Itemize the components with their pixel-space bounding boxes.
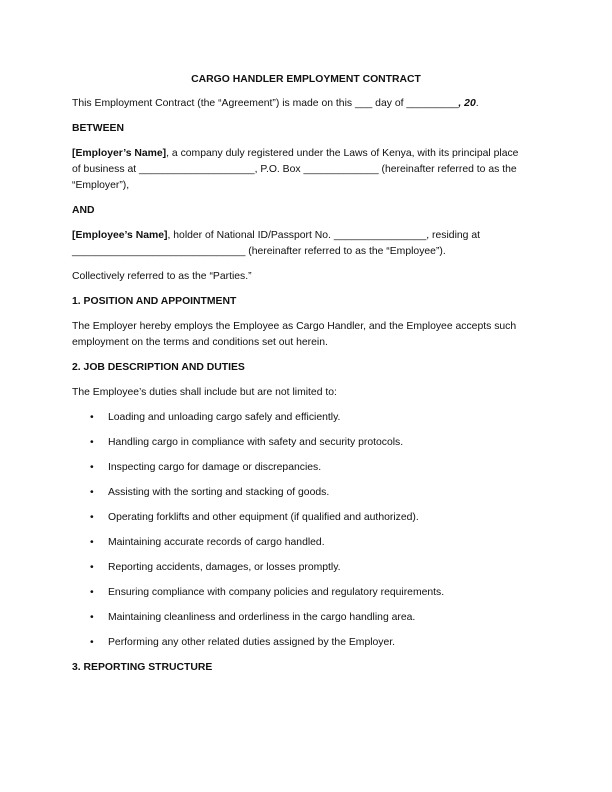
list-item (72, 460, 540, 476)
employer-name: [Employer’s Name] (72, 148, 167, 159)
employer-line1: , a company duly registered under the Laws of Kenya, with its principal place (166, 148, 519, 159)
intro-paragraph (72, 96, 540, 112)
list-item-text: Operating forklifts and other equipment (if qualified and authorized). (108, 512, 419, 523)
list-item-text: Maintaining accurate records of cargo handled. (108, 537, 325, 548)
list-item-text: Maintaining cleanliness and orderliness in the cargo handling area. (108, 612, 416, 623)
document-title: CARGO HANDLER EMPLOYMENT CONTRACT (191, 74, 421, 85)
employee-line2: ______________________________ (hereinafter referred to as the “Employee”). (72, 246, 446, 257)
list-item (72, 560, 540, 576)
bullet-icon: • (90, 612, 94, 623)
bullet-icon: • (90, 487, 94, 498)
list-item (72, 435, 540, 451)
section-heading-reporting: 3. REPORTING STRUCTURE (72, 662, 213, 673)
intro-end: . (475, 98, 479, 109)
bullet-icon: • (90, 587, 94, 598)
and-heading: AND (72, 205, 95, 216)
list-item-text: Loading and unloading cargo safely and efficiently. (108, 412, 341, 423)
employee-line1: , holder of National ID/Passport No. ________________, residing at (167, 230, 480, 241)
duties-list (72, 410, 540, 651)
employer-line2: of business at ____________________, P.O. Box _____________ (hereinafter referred to as the (72, 164, 517, 175)
position-line2: employment on the terms and conditions set out herein. (72, 337, 328, 348)
list-item (72, 635, 540, 651)
list-item (72, 610, 540, 626)
list-item-text: Ensuring compliance with company policies and regulatory requirements. (108, 587, 445, 598)
list-item-text: Handling cargo in compliance with safety and security protocols. (108, 437, 404, 448)
list-item (72, 410, 540, 426)
bullet-icon: • (90, 562, 94, 573)
collectively-paragraph: Collectively referred to as the “Parties.” (72, 271, 252, 282)
list-item (72, 510, 540, 526)
duties-intro: The Employee’s duties shall include but are not limited to: (72, 387, 337, 398)
list-item-text: Reporting accidents, damages, or losses promptly. (108, 562, 341, 573)
bullet-icon: • (90, 462, 94, 473)
bullet-icon: • (90, 537, 94, 548)
bullet-icon: • (90, 437, 94, 448)
position-line1: The Employer hereby employs the Employee as Cargo Handler, and the Employee accepts such (72, 321, 517, 332)
position-paragraph (72, 319, 540, 351)
employer-paragraph (72, 146, 540, 194)
employer-line3: “Employer”), (72, 180, 130, 191)
between-heading: BETWEEN (72, 123, 124, 134)
list-item-text: Performing any other related duties assigned by the Employer. (108, 637, 396, 648)
bullet-icon: • (90, 412, 94, 423)
section-heading-duties: 2. JOB DESCRIPTION AND DUTIES (72, 362, 245, 373)
list-item (72, 485, 540, 501)
bullet-icon: • (90, 512, 94, 523)
employee-paragraph (72, 228, 540, 260)
list-item-text: Inspecting cargo for damage or discrepancies. (108, 462, 322, 473)
employee-name: [Employee’s Name] (72, 230, 168, 241)
list-item-text: Assisting with the sorting and stacking of goods. (108, 487, 330, 498)
section-heading-position: 1. POSITION AND APPOINTMENT (72, 296, 237, 307)
list-item (72, 535, 540, 551)
list-item (72, 585, 540, 601)
bullet-icon: • (90, 637, 94, 648)
intro-text: This Employment Contract (the “Agreement”) is made on this ___ day of _________ (72, 98, 459, 109)
intro-year: , 20 (458, 98, 476, 109)
